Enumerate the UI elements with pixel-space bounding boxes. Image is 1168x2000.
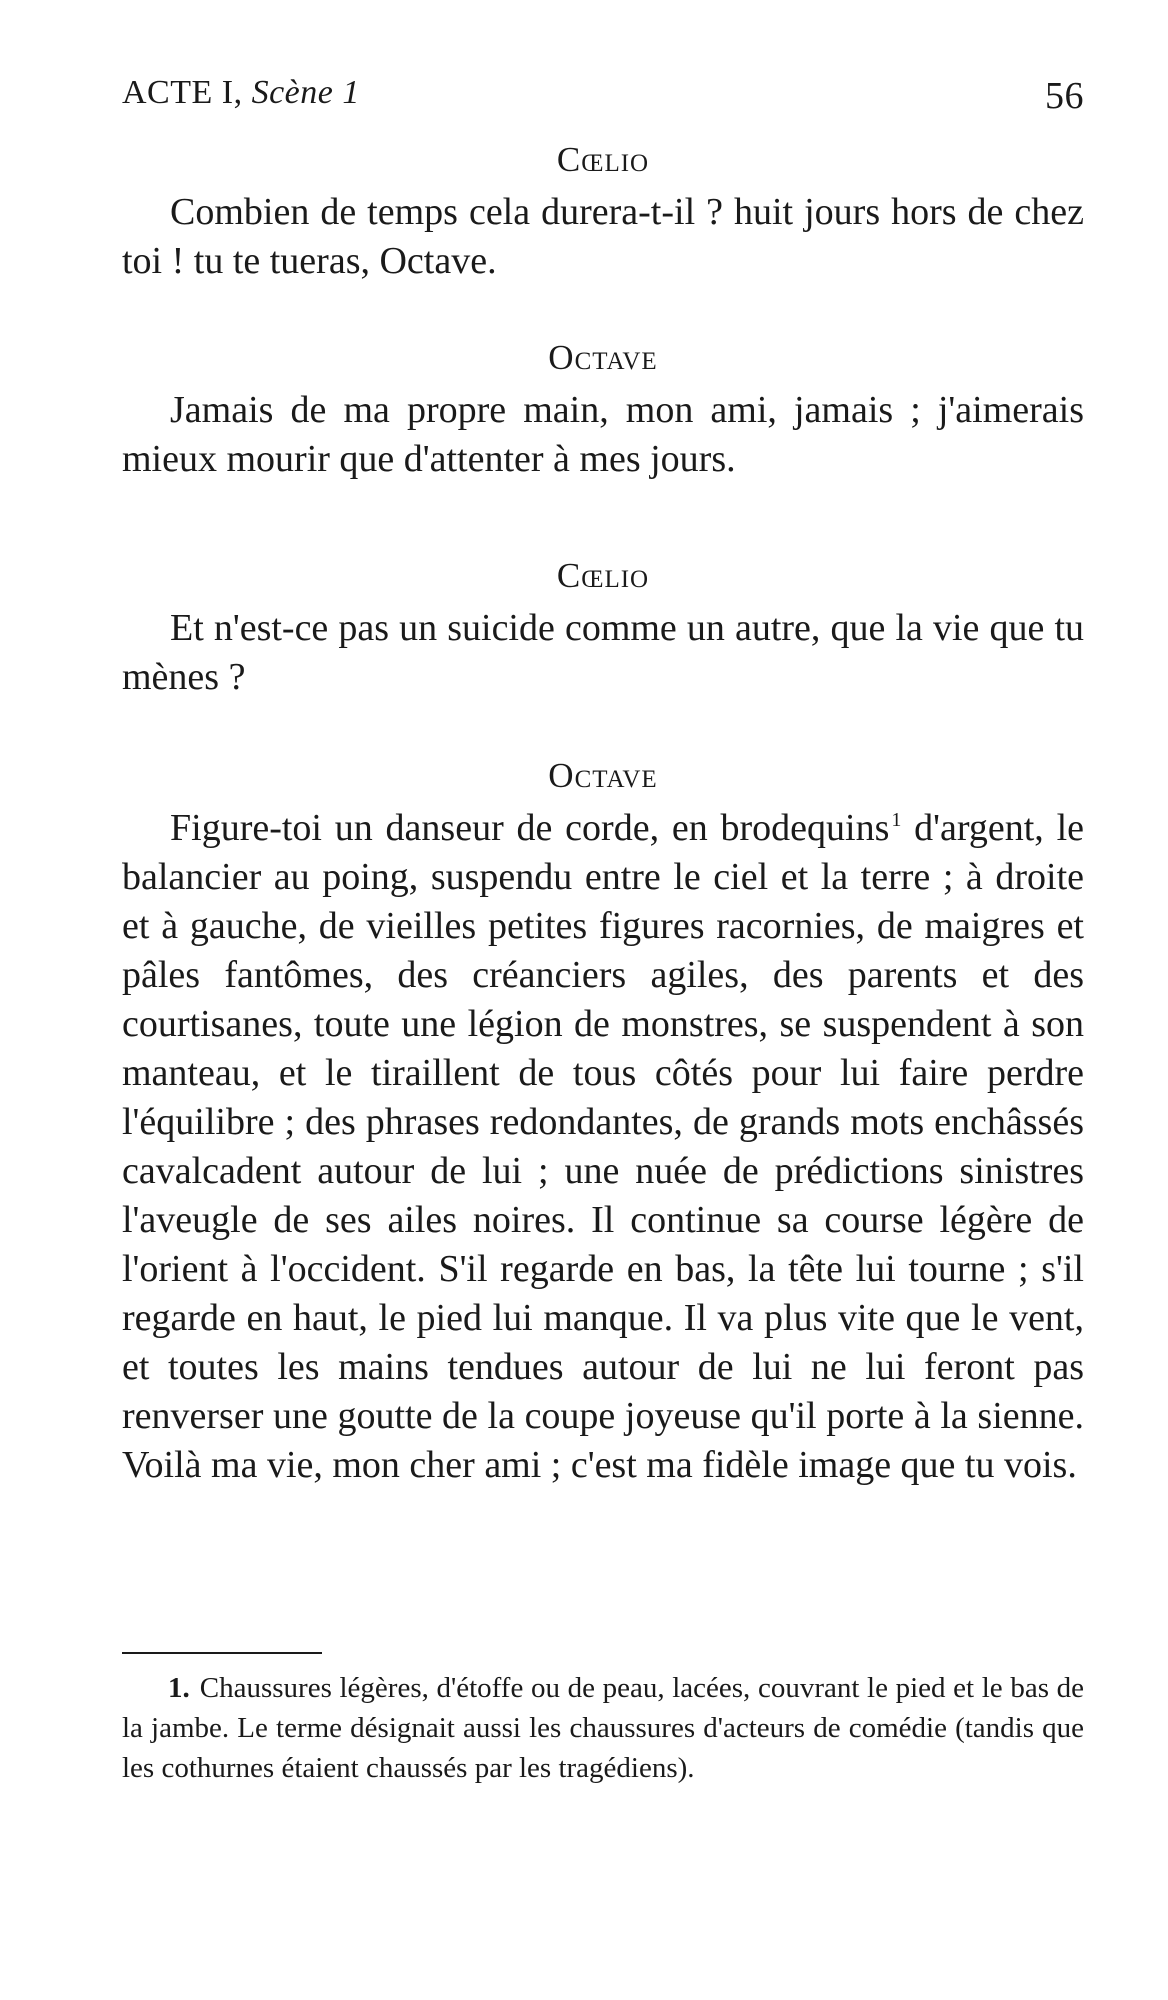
speech-text: Et n'est-ce pas un suicide comme un autre, que la vie que tu mènes ?: [122, 607, 1084, 698]
speech-text: Combien de temps cela durera-t-il ? huit jours hors de chez toi ! tu te tueras, Octave.: [122, 191, 1084, 282]
act-label: ACTE I,: [122, 74, 243, 111]
footnote: [122, 1668, 1084, 1788]
speech-block: [122, 756, 1084, 1490]
speech-block: [122, 556, 1084, 702]
speech-text-part: Figure-toi un danseur de corde, en brodequins: [170, 807, 890, 849]
speaker-name: Octave: [548, 338, 658, 377]
speaker-name: Octave: [548, 756, 658, 795]
speech-text: [122, 804, 1084, 1490]
speech-block: [122, 338, 1084, 484]
page-number: 56: [1045, 75, 1084, 117]
speech-block: [122, 140, 1084, 286]
speech-text: Jamais de ma propre main, mon ami, jamais ; j'aimerais mieux mourir que d'attenter à mes jours.: [122, 389, 1084, 480]
scene-label: Scène 1: [251, 74, 360, 111]
speaker-name: Cœlio: [556, 556, 650, 595]
speaker-name: Cœlio: [556, 140, 650, 179]
act-scene-heading: [122, 74, 360, 112]
footnote-number: 1.: [168, 1672, 190, 1704]
running-head: [122, 74, 1084, 124]
footnote-divider: [122, 1652, 322, 1654]
footnote-text: Chaussures légères, d'étoffe ou de peau, lacées, couvrant le pied et le bas de la jambe. Le terme désignait aussi les chaussures d'acteurs de comédie (tandis que les cothurnes étaient chaussés par les tragédiens).: [122, 1672, 1084, 1784]
speech-text-part: d'argent, le balancier au poing, suspendu entre le ciel et la terre ; à droite et à gauche, de vieilles petites figures racornies, de maigres et pâles fantômes, des créanciers agiles, des parents et des courtisanes, toute une légion de monstres, se suspendent à son manteau, et le tiraillent de tous côtés pour lui faire perdre l'équilibre ; des phrases redondantes, de grands mots enchâssés cavalcadent autour de lui ; une nuée de prédictions sinistres l'aveugle de ses ailes noires. Il continue sa course légère de l'orient à l'occident. S'il regarde en bas, la tête lui tourne ; s'il regarde en haut, le pied lui manque. Il va plus vite que le vent, et toutes les mains tendues autour de lui ne lui feront pas renverser une goutte de la coupe joyeuse qu'il porte à la sienne. Voilà ma vie, mon cher ami ; c'est ma fidèle image que tu vois.: [122, 807, 1084, 1486]
footnote-reference[interactable]: 1: [891, 809, 902, 832]
